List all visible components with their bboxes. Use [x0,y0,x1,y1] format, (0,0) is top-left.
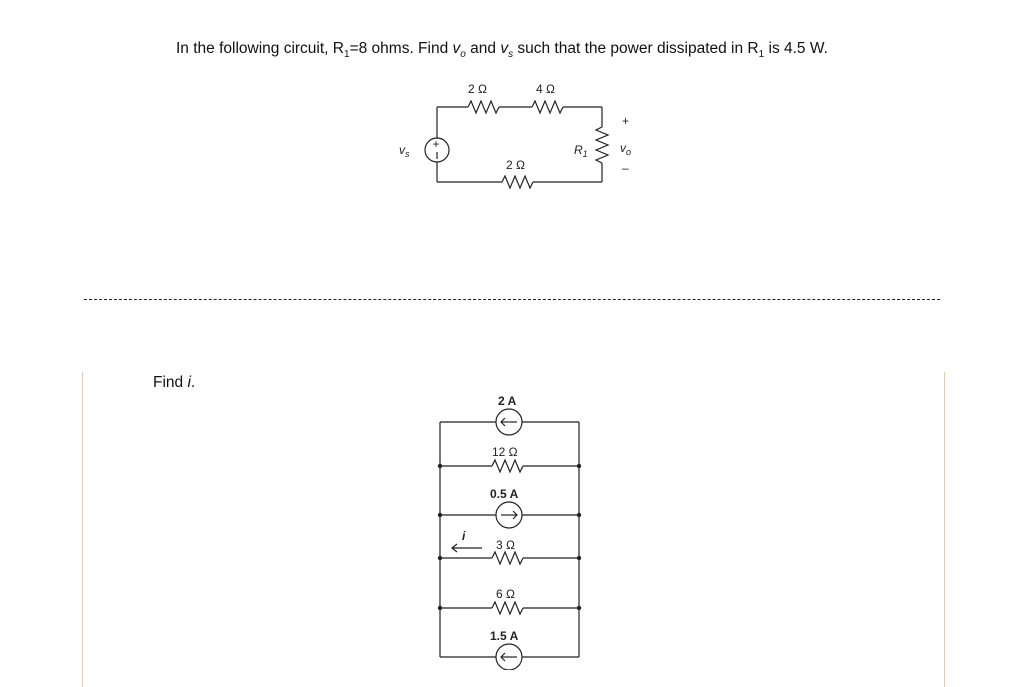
label-vs [399,143,410,159]
problem-2-statement [153,374,195,392]
node-dot [577,464,581,468]
vs-variable: v [500,40,509,57]
node-dot [438,556,442,560]
r1-subscript: 1 [758,49,765,61]
node-dot [577,556,581,560]
left-margin-line [82,372,83,687]
label-0.5a: 0.5 A [490,487,519,501]
node-dot [577,606,581,610]
vo-minus: – [622,161,629,175]
vs-text: v [399,143,405,157]
resistor-4ohm-top-right [532,101,563,113]
label-6ohm: 6 Ω [496,587,515,601]
vo-plus: + [622,114,630,128]
vo-text: v [620,141,626,155]
vo-sub: o [626,147,632,157]
r1-subscript: 1 [344,49,350,61]
section-divider [84,299,940,300]
r1-text: R [574,143,583,157]
node-dot [438,513,442,517]
vo-variable: v [452,40,461,57]
label-2ohm-top-left: 2 Ω [468,82,487,96]
right-margin-line [944,372,945,687]
circuit-1-diagram [380,72,660,202]
label-2ohm-bottom: 2 Ω [506,158,525,172]
statement-part: =8 ohms. Find [349,40,453,57]
label-1.5a: 1.5 A [490,629,519,643]
node-dot [438,464,442,468]
circuit-2-diagram [430,390,590,670]
resistor-r1 [596,127,608,163]
find-suffix: . [190,374,196,391]
label-r1 [574,143,588,159]
label-12ohm: 12 Ω [492,445,518,459]
resistor-2ohm-bottom [502,176,533,188]
statement-part: such that the power dissipated in R [513,40,759,57]
node-dot [438,606,442,610]
r1-sub: 1 [582,149,588,159]
label-4ohm-top-right: 4 Ω [536,82,555,96]
statement-part: is 4.5 W. [764,40,828,57]
i-variable: i [187,374,191,391]
problem-1-statement [176,40,828,60]
label-3ohm: 3 Ω [496,538,515,552]
vs-subscript: s [508,49,514,61]
label-2a: 2 A [498,394,517,408]
resistor-2ohm-top-left [468,101,499,113]
label-i: i [462,529,466,543]
resistor-3ohm [492,552,523,564]
find-text: Find [153,374,188,391]
resistor-6ohm [492,602,523,614]
vo-subscript: o [460,49,466,61]
statement-part: and [465,40,501,57]
label-vo [620,141,631,157]
node-dot [577,513,581,517]
statement-part: In the following circuit, R [176,40,344,57]
source-plus: + [432,137,440,151]
vs-sub: s [405,149,410,159]
resistor-12ohm [492,460,523,472]
